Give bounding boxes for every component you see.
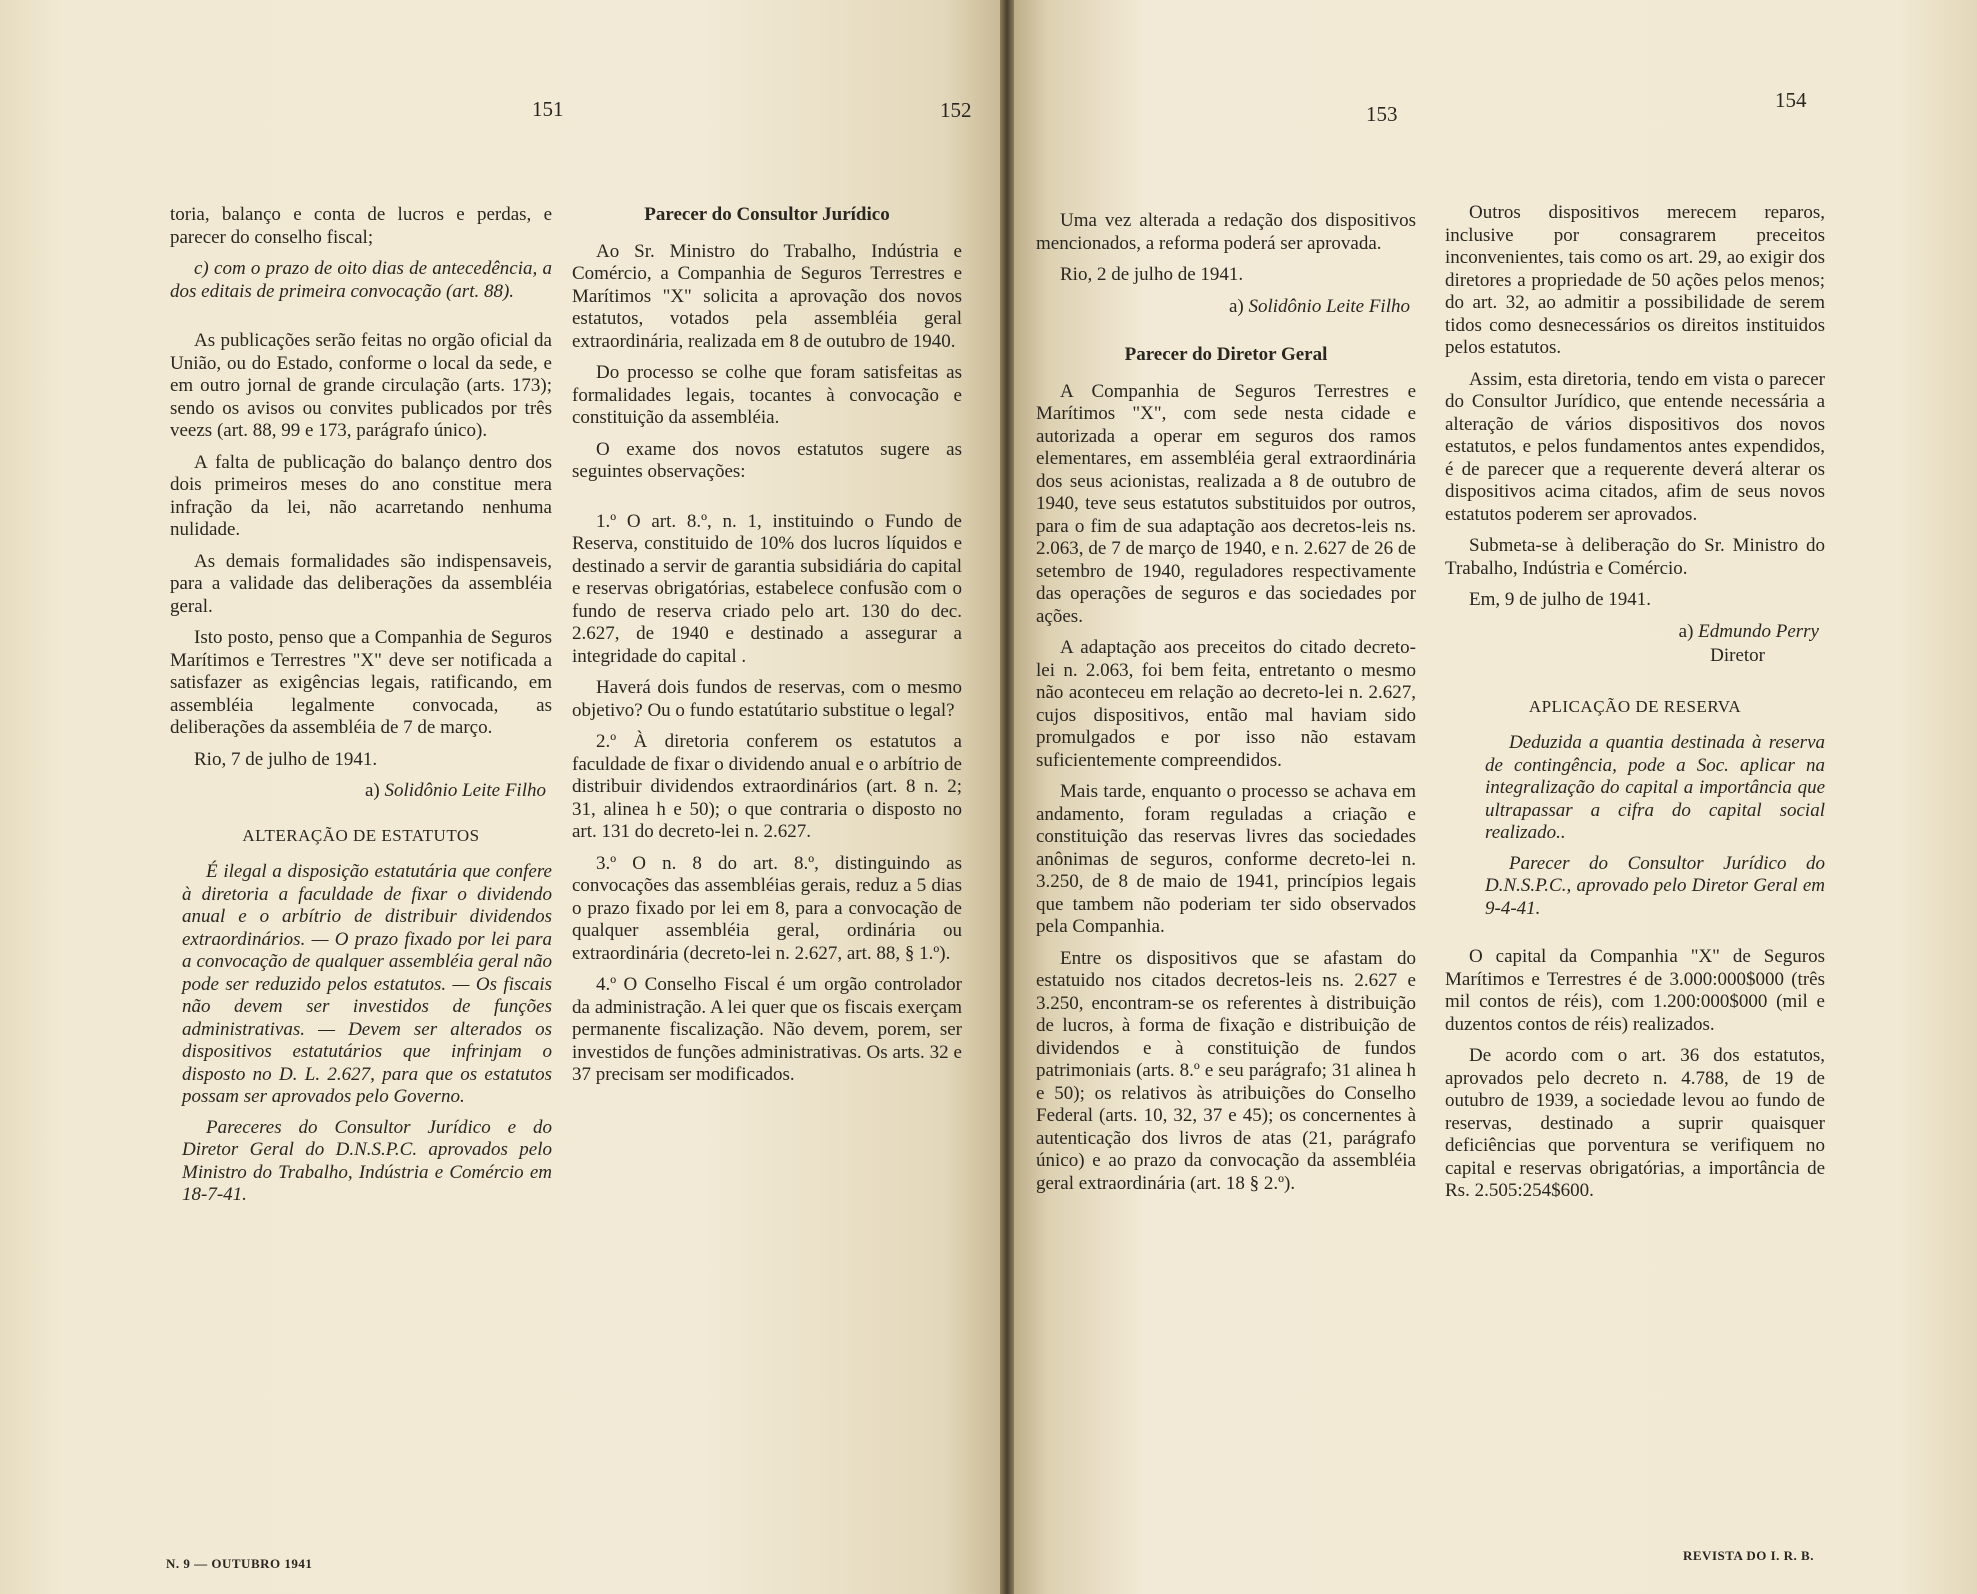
signature-name: Solidônio Leite Filho [1248,295,1410,317]
column-page-153 [1036,210,1416,1204]
summary-text: É ilegal a disposição estatutária que confere à diretoria a faculdade de fixar o dividendo anual e o arbítrio de distribuir dividendos extraordinários. — O prazo fixado por lei para a convocação de qualquer assembléia geral não pode ser reduzido pelos estatutos. — Os fiscais não devem ser investidos de funções administrativas. — Devem ser alterados os dispositivos estatutários que infrinjam o disposto no D. L. 2.627, para que os estatutos possam ser aprovados pelo Governo. [182,861,552,1107]
paragraph: Em, 9 de julho de 1941. [1469,589,1652,610]
page-number-154: 154 [1775,88,1807,112]
paragraph: Uma vez alterada a redação dos dispositivos mencionados, a reforma poderá ser aprovada. [1036,210,1416,254]
footer-journal: REVISTA DO I. R. B. [1683,1548,1814,1563]
summary-text: Deduzida a quantia destinada à reserva de contingência, pode a Soc. aplicar na integralização do capital a importância que ultrapassar a cifra do capital social realizado.. [1485,732,1825,843]
paragraph: As publicações serão feitas no orgão oficial da União, ou do Estado, conforme o local da sede, e em outro jornal de grande circulação (arts. 173); sendo os avisos ou convites publicados por três veezs (art. 88, 99 e 173, parágrafo único). [170,330,552,441]
signature [1036,296,1416,319]
paragraph: O capital da Companhia "X" de Seguros Marítimos e Terrestres é de 3.000:000$000 (três mil contos de réis), com 1.200:000$000 (mil e duzentos contos de réis) realizados. [1445,946,1825,1035]
paragraph: 4.º O Conselho Fiscal é um orgão controlador da administração. A lei quer que os fiscais exerçam permanente fiscalização. Não devem, porem, ser investidos de funções administrativas. Os arts. 32 e 37 precisam ser modificados. [572,974,962,1085]
paragraph: A Companhia de Seguros Terrestres e Marítimos "X", com sede nesta cidade e autorizada a operar em seguros dos ramos elementares, em assembléia geral extraordinária dos seus acionistas, realizada a 8 de outubro de 1940, teve seus estatutos substituidos por outros, para o fim de sua adaptação aos decretos-leis ns. 2.063, de 7 de março de 1940, e n. 2.627 de 26 de setembro de 1940, reguladores respectivamente das operações de seguros e das sociedades por ações. [1036,380,1416,627]
page-number-153: 153 [1366,102,1398,126]
page-number-151: 151 [532,97,564,121]
paragraph: O exame dos novos estatutos sugere as seguintes observações: [572,438,962,482]
paragraph: c) com o prazo de oito dias de antecedência, a dos editais de primeira convocação (art. 88). [170,258,552,302]
paragraph: A falta de publicação do balanço dentro dos dois primeiros meses do ano constitue mera infração da lei, não acarretando nenhuma nulidade. [170,451,552,540]
paragraph: 3.º O n. 8 do art. 8.º, distinguindo as convocações das assembléias gerais, reduz a 5 dias o prazo fixado por lei em 8, para a convocação de qualquer assembléia geral, ordinária ou extraordinária (decreto-lei n. 2.627, art. 88, § 1.º). [572,852,962,964]
paragraph: 1.º O art. 8.º, n. 1, instituindo o Fundo de Reserva, constituido de 10% dos lucros líquidos e destinado a servir de garantia subsidiária do capital e reservas obrigatórias, estabelece confusão com o fundo de reserva criado pelo art. 130 do dec. 2.627, de 1940 e destinado a assegurar a integridade do capital . [572,510,962,667]
summary-text: Parecer do Consultor Jurídico do D.N.S.P.C., aprovado pelo Diretor Geral em 9-4-41. [1485,852,1825,919]
paragraph: De acordo com o art. 36 dos estatutos, aprovados pelo decreto n. 4.788, de 19 de outubro de 1939, a sociedade levou ao fundo de reservas, destinado a suprir quaisquer deficiências que porventura se verifiquem no capital e reservas obrigatórias, a importância de Rs. 2.505:254$600. [1445,1045,1825,1201]
section-heading: ALTERAÇÃO DE ESTATUTOS [242,825,480,845]
paragraph: Isto posto, penso que a Companhia de Seguros Marítimos e Terrestres "X" deve ser notificada a satisfazer as exigências legais, ratificando, em assembléia legalmente convocada, as deliberações da assembléia de 7 de março. [170,627,552,738]
signature-prefix: a) [1678,620,1694,642]
signature-prefix: a) [364,780,380,801]
column-page-152 [572,200,962,1096]
signature-title: Diretor [1710,645,1765,666]
signature [1445,621,1825,644]
section-summary [170,861,552,1207]
paragraph: toria, balanço e conta de lucros e perdas, e parecer do conselho fiscal; [170,204,552,248]
signature-prefix: a) [1228,295,1244,317]
paragraph: Haverá dois fundos de reservas, com o mesmo objetivo? Ou o fundo estatútario substitue o legal? [572,677,962,721]
book-gutter [1000,0,1014,1594]
section-heading: APLICAÇÃO DE RESERVA [1528,696,1742,716]
page-number-152: 152 [940,98,972,122]
summary-text: Pareceres do Consultor Jurídico e do Diretor Geral do D.N.S.P.C. aprovados pelo Ministro do Trabalho, Indústria e Comércio em 18-7-41. [182,1116,552,1205]
paragraph: Mais tarde, enquanto o processo se achava em andamento, foram reguladas a criação e constituição das reservas livres das sociedades anônimas de seguros, conforme decreto-lei n. 3.250, de 8 de maio de 1941, princípios legais que tambem não poderiam ter sido observados pela Companhia. [1036,781,1416,937]
section-heading: Parecer do Diretor Geral [1124,344,1328,365]
signature-name: Solidônio Leite Filho [384,780,546,801]
paragraph: As demais formalidades são indispensaveis, para a validade das deliberações da assembléia geral. [170,550,552,617]
paragraph: Rio, 2 de julho de 1941. [1060,264,1244,285]
paragraph: Ao Sr. Ministro do Trabalho, Indústria e Comércio, a Companhia de Seguros Terrestres e Marítimos "X" solicita a aprovação dos novos estatutos, votados pela assembléia geral extraordinária, realizada em 8 de outubro de 1940. [572,240,962,352]
signature-name: Edmundo Perry [1698,620,1819,642]
signature [170,780,552,803]
column-page-154 [1445,202,1825,1212]
column-page-151 [170,204,552,1215]
paragraph: Assim, esta diretoria, tendo em vista o parecer do Consultor Jurídico, que entende necessária a alteração de vários dispositivos dos novos estatutos, e pelos fundamentos antes expendidos, é de parecer que a requerente deverá alterar os dispositivos acima citados, afim de seus novos estatutos poderem ser aprovados. [1445,368,1825,525]
section-heading: Parecer do Consultor Jurídico [644,204,890,225]
paragraph: Submeta-se à deliberação do Sr. Ministro do Trabalho, Indústria e Comércio. [1445,535,1825,579]
paragraph: Rio, 7 de julho de 1941. [194,748,378,770]
paragraph: Entre os dispositivos que se afastam do estatuido nos citados decretos-leis ns. 2.627 e 3.250, encontram-se os referentes à distribuição de lucros, à forma de fixação e distribuição de dividendos e à constituição de fundos patrimoniais (arts. 8.º e seu parágrafo; 31 alinea h e 50); os relativos às atribuições do Conselho Federal (arts. 10, 32, 37 e 45); os concernentes à autenticação dos livros de atas (21, parágrafo único) e ao prazo da convocação da assembléia geral extraordinária (art. 18 § 2.º). [1036,947,1416,1194]
paragraph: Outros dispositivos merecem reparos, inclusive por consagrarem preceitos inconvenientes, tais como os art. 29, ao exigir dos diretores a propriedade de 50 ações pelos menos; do art. 32, ao admitir a possibilidade de serem tidos como desnecessários os direitos instituidos pelos estatutos. [1445,202,1825,358]
paragraph: Do processo se colhe que foram satisfeitas as formalidades legais, tocantes à convocação e constituição da assembléia. [572,362,962,428]
paragraph: A adaptação aos preceitos do citado decreto-lei n. 2.063, foi bem feita, entretanto o mesmo não aconteceu em relação ao decreto-lei n. 2.627, cujos dispositivos, então mal haviam sido promulgados e por isso não estavam suficientemente compreendidos. [1036,637,1416,771]
section-summary [1445,732,1825,920]
paragraph: 2.º À diretoria conferem os estatutos a faculdade de fixar o dividendo anual e o arbítrio de distribuir dividendos extraordinários (art. 8 n. 2; 31, alinea h e 50); o que contraria o disposto no art. 131 do decreto-lei n. 2.627. [572,731,962,842]
footer-issue: N. 9 — OUTUBRO 1941 [166,1556,313,1571]
